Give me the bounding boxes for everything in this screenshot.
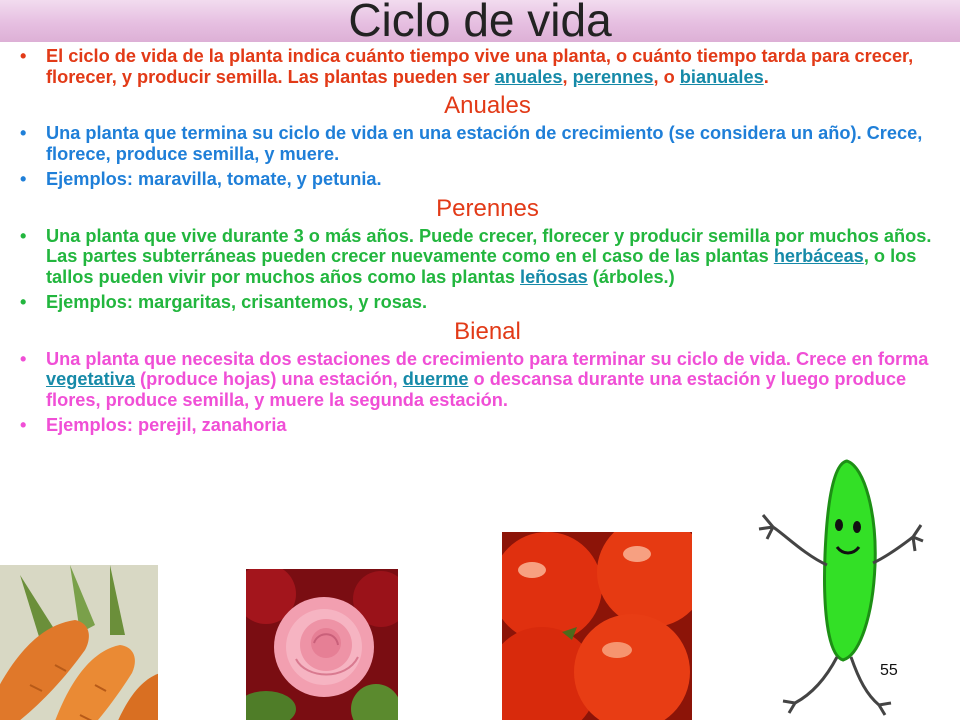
link-vegetativa[interactable]: vegetativa: [46, 369, 135, 389]
perennes-definition-text: , o los tallos pueden vivir por muchos años como las plantas: [46, 246, 917, 287]
anuales-bullet-definition: [20, 123, 955, 164]
link-duerme[interactable]: duerme: [402, 369, 469, 389]
intro-separator: ,: [562, 66, 573, 87]
bullet-dot: •: [20, 225, 27, 246]
perennes-examples-text: Ejemplos: margaritas, crisantemos, y rosas.: [46, 292, 428, 312]
bullet-dot: •: [20, 123, 27, 143]
link-lenosas[interactable]: leñosas: [520, 266, 588, 287]
intro-bullet: [20, 46, 955, 87]
bienal-definition-text: (produce hojas) una estación,: [134, 369, 403, 389]
heading-bienal: Bienal: [454, 317, 521, 345]
intro-end: .: [763, 66, 769, 87]
bienal-definition-text: Una planta que necesita dos estaciones de crecimiento para terminar su ciclo de vida. Crece en forma: [46, 348, 929, 369]
bullet-dot: •: [20, 292, 27, 312]
link-bianuales[interactable]: bianuales: [679, 66, 764, 87]
anuales-bullet-examples: [20, 169, 955, 190]
heading-anuales: Anuales: [444, 92, 531, 119]
link-anuales[interactable]: anuales: [494, 66, 563, 87]
intro-text: El ciclo de vida de la planta indica cuánto tiempo vive una planta, o cuánto tiempo tarda para crecer, florecer, y producir semilla. Las plantas pueden ser: [46, 46, 914, 87]
bullet-dot: •: [20, 348, 27, 369]
carrots-photo: [0, 565, 158, 720]
link-herbaceas[interactable]: herbáceas: [773, 246, 864, 266]
rose-drawing: [246, 569, 398, 720]
tomatoes-photo: [502, 532, 692, 720]
perennes-bullet-definition: [20, 226, 955, 288]
perennes-definition-text: (árboles.): [587, 266, 675, 287]
rose-photo: [246, 569, 398, 720]
slide-content: [20, 46, 955, 441]
bullet-dot: •: [20, 169, 27, 189]
bullet-dot: •: [20, 415, 27, 435]
bullet-dot: •: [20, 46, 27, 66]
slide-title: Ciclo de vida: [348, 0, 612, 46]
bienal-bullet-definition: [20, 349, 955, 411]
page-number: 55: [880, 662, 898, 679]
perennes-definition-text: Una planta que vive durante 3 o más años. Puede crecer, florecer y producir semilla por muchos años. Las partes subterráneas pueden crecer nuevamente como en el caso de las plantas: [46, 225, 932, 266]
perennes-bullet-examples: [20, 292, 955, 313]
bienal-bullet-examples: [20, 415, 955, 436]
bienal-definition-text: o descansa durante una estación y luego produce flores, produce semilla, y muere la segunda estación.: [46, 369, 907, 410]
heading-perennes: Perennes: [436, 194, 539, 222]
cartoon-pea-pod: [755, 455, 925, 720]
carrots-drawing: [0, 565, 158, 720]
tomatoes-drawing: [502, 532, 692, 720]
bienal-examples-text: Ejemplos: perejil, zanahoria: [46, 415, 287, 435]
pea-pod-drawing: [755, 455, 925, 720]
link-perennes[interactable]: perennes: [572, 66, 654, 87]
intro-separator: , o: [653, 66, 680, 87]
anuales-definition-text: Una planta que termina su ciclo de vida en una estación de crecimiento (se considera un año). Crece, florece, produce semilla, y muere.: [46, 123, 923, 164]
anuales-examples-text: Ejemplos: maravilla, tomate, y petunia.: [46, 169, 382, 189]
